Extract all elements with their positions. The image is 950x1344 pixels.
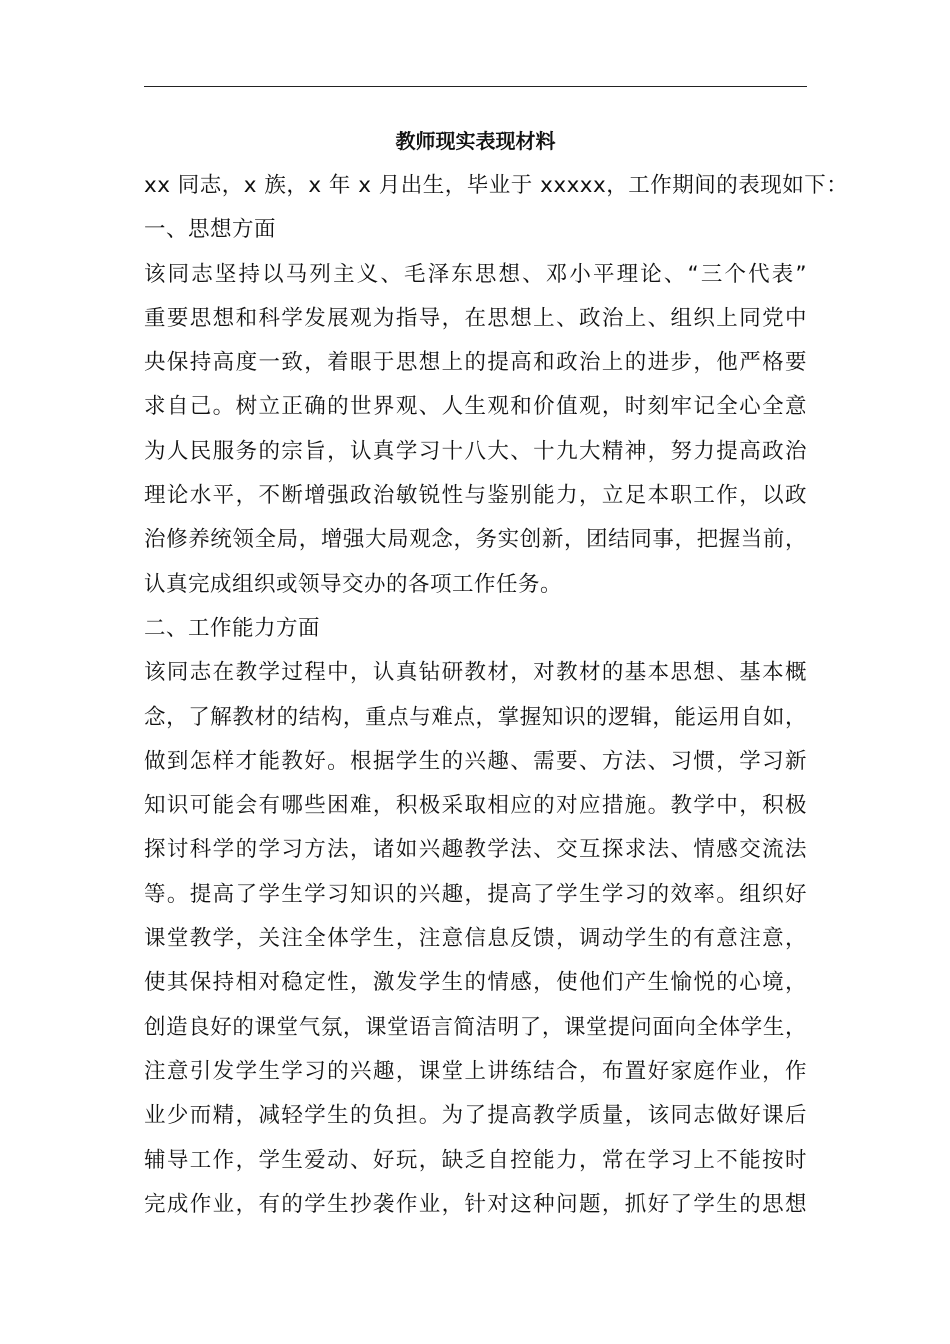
paragraph-line: 探讨科学的学习方法，诸如兴趣教学法、交互探求法、情感交流法 [144,837,807,863]
paragraph-line: 做到怎样才能教好。根据学生的兴趣、需要、方法、习惯，学习新 [144,748,807,774]
paragraph-line: 注意引发学生学习的兴趣，课堂上讲练结合，布置好家庭作业，作 [144,1058,807,1084]
document-title: 教师现实表现材料 [395,129,556,153]
paragraph-line: 重要思想和科学发展观为指导，在思想上、政治上、组织上同党中 [144,305,807,331]
paragraph-line: 完成作业，有的学生抄袭作业，针对这种问题，抓好了学生的思想 [144,1191,807,1217]
paragraph-line: 该同志坚持以马列主义、毛泽东思想、邓小平理论、“三个代表” [144,261,807,287]
paragraph-line: 业少而精，减轻学生的负担。为了提高教学质量，该同志做好课后 [144,1103,807,1129]
header-rule [144,86,807,87]
paragraph-line: 认真完成组织或领导交办的各项工作任务。 [144,571,563,597]
paragraph-line: 念，了解教材的结构，重点与难点，掌握知识的逻辑，能运用自如， [144,704,807,730]
paragraph-line: 治修养统领全局，增强大局观念，务实创新，团结同事，把握当前， [144,527,807,553]
paragraph-line: 为人民服务的宗旨，认真学习十八大、十九大精神，努力提高政治 [144,438,807,464]
paragraph-line: 使其保持相对稳定性，激发学生的情感，使他们产生愉悦的心境， [144,970,807,996]
paragraph-line: 课堂教学，关注全体学生，注意信息反馈，调动学生的有意注意， [144,926,807,952]
paragraph-line: 创造良好的课堂气氛，课堂语言简洁明了，课堂提问面向全体学生， [144,1014,807,1040]
paragraph-line: 知识可能会有哪些困难，积极采取相应的对应措施。教学中，积极 [144,793,807,819]
paragraph-line: 该同志在教学过程中，认真钻研教材，对教材的基本思想、基本概 [144,660,807,686]
document-body [144,164,849,1227]
paragraph-line: 辅导工作，学生爱动、好玩，缺乏自控能力，常在学习上不能按时 [144,1147,807,1173]
intro-line: xx 同志，x 族，x 年 x 月出生，毕业于 xxxxx，工作期间的表现如下： [144,173,849,198]
paragraph-line: 等。提高了学生学习知识的兴趣，提高了学生学习的效率。组织好 [144,881,807,907]
paragraph-line: 央保持高度一致，着眼于思想上的提高和政治上的进步，他严格要 [144,350,807,376]
paragraph-line: 理论水平，不断增强政治敏锐性与鉴别能力，立足本职工作，以政 [144,483,807,509]
section-heading-thought: 一、思想方面 [144,217,277,243]
paragraph-line: 求自己。树立正确的世界观、人生观和价值观，时刻牢记全心全意 [144,394,807,420]
section-heading-ability: 二、工作能力方面 [144,615,321,641]
